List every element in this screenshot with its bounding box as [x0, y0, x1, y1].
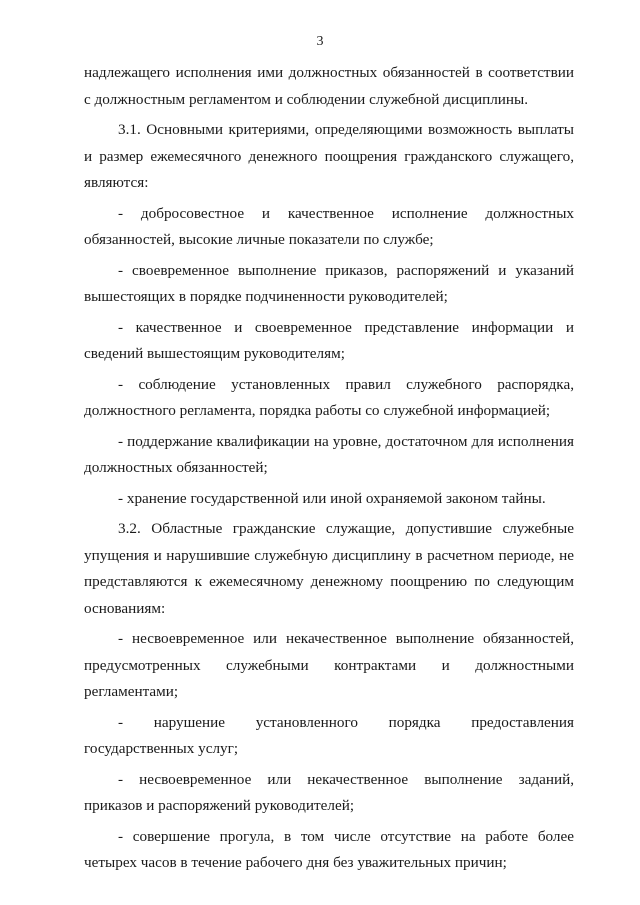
list-item-ground: - нарушение установленного порядка предоставления государственных услуг;	[84, 713, 574, 757]
list-item-criterion: - поддержание квалификации на уровне, достаточном для исполнения должностных обязанностей;	[84, 432, 574, 476]
paragraph-3-1: 3.1. Основными критериями, определяющими возможность выплаты и размер ежемесячного денежного поощрения гражданского служащего, являются:	[84, 121, 574, 191]
list-item-ground: - совершение прогула, в том числе отсутствие на работе более четырех часов в течение рабочего дня без уважительных причин;	[84, 827, 574, 871]
list-item-criterion: - соблюдение установленных правил служебного распорядка, должностного регламента, порядка работы со служебной информацией;	[84, 375, 574, 419]
paragraph-continuation: надлежащего исполнения ими должностных обязанностей в соответствии с должностным регламентом и соблюдении служебной дисциплины.	[84, 64, 574, 108]
list-item-criterion: - добросовестное и качественное исполнение должностных обязанностей, высокие личные показатели по службе;	[84, 204, 574, 248]
document-body	[84, 60, 574, 877]
page-number: 3	[316, 34, 324, 49]
list-item-ground: - несвоевременное или некачественное выполнение обязанностей, предусмотренных служебными контрактами и должностными регламентами;	[84, 630, 574, 700]
list-item-criterion: - хранение государственной или иной охраняемой законом тайны.	[118, 489, 546, 507]
paragraph-3-2: 3.2. Областные гражданские служащие, допустившие служебные упущения и нарушившие служебную дисциплину в расчетном периоде, не представляются к ежемесячному денежному поощрению по следующим основаниям:	[84, 520, 574, 617]
list-item-criterion: - своевременное выполнение приказов, распоряжений и указаний вышестоящих в порядке подчиненности руководителей;	[84, 261, 574, 305]
list-item-criterion: - качественное и своевременное представление информации и сведений вышестоящим руководителям;	[84, 318, 574, 362]
list-item-ground: - несвоевременное или некачественное выполнение заданий, приказов и распоряжений руководителей;	[84, 770, 574, 814]
